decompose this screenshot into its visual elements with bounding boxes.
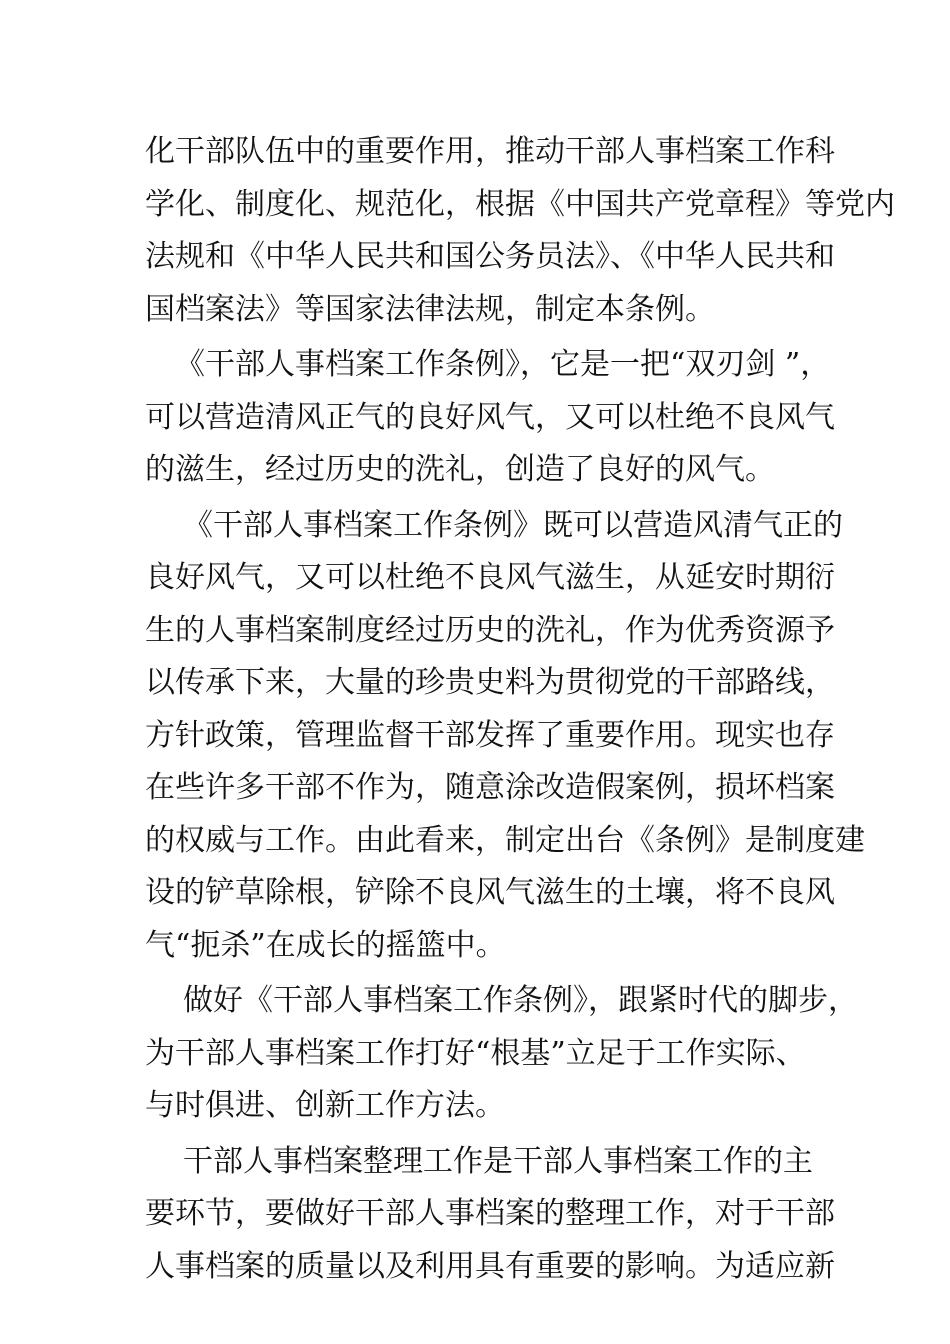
text-line: 要环节，要做好干部人事档案的整理工作，对于干部 (145, 1196, 835, 1231)
text-line: 以传承下来，大量的珍贵史料为贯彻党的干部路线， (145, 665, 835, 700)
text-line: 人事档案的质量以及利用具有重要的影响。为适应新 (145, 1248, 835, 1284)
text-line: 生的人事档案制度经过历史的洗礼，作为优秀资源予 (145, 612, 835, 648)
text-line: 的权威与工作。由此看来，制定出台《条例》是制度建 (145, 822, 865, 858)
text-line: 的滋生，经过历史的洗礼，创造了良好的风气。 (145, 452, 775, 487)
text-line: 法规和《中华人民共和国公务员法》、《中华人民共和 (145, 239, 835, 274)
paragraph-2 (145, 339, 835, 497)
text-line: 可以营造清风正气的良好风气，又可以杜绝不良风气 (145, 399, 835, 435)
paragraph-1 (145, 126, 895, 336)
text-line: 《干部人事档案工作条例》，它是一把“双刃剑 ”， (175, 347, 831, 382)
text-line: 方针政策，管理监督干部发挥了重要作用。现实也存 (145, 717, 835, 753)
document-body (145, 126, 895, 1296)
text-line: 为干部人事档案工作打好“根基”立足于工作实际、 (145, 1035, 806, 1071)
text-line: 化干部队伍中的重要作用，推动干部人事档案工作科 (145, 134, 835, 169)
text-line: 国档案法》等国家法律法规，制定本条例。 (145, 291, 715, 327)
text-line: 在些许多干部不作为，随意涂改造假案例，损坏档案 (145, 770, 835, 805)
paragraph-3 (145, 500, 865, 973)
text-line: 干部人事档案整理工作是干部人事档案工作的主 (183, 1143, 813, 1179)
text-line: 做好《干部人事档案工作条例》，跟紧时代的脚步， (183, 983, 858, 1018)
text-line: 学化、制度化、规范化，根据《中国共产党章程》等党内 (145, 186, 895, 222)
paragraph-5 (145, 1136, 835, 1294)
text-line: 良好风气，又可以杜绝不良风气滋生，从延安时期衍 (145, 560, 835, 595)
paragraph-4 (145, 975, 858, 1133)
text-line: 与时俱进、创新工作方法。 (145, 1088, 505, 1123)
text-line: 《干部人事档案工作条例》既可以营造风清气正的 (183, 507, 843, 543)
text-line: 气“扼杀”在成长的摇篮中。 (145, 927, 506, 963)
text-line: 设的铲草除根，铲除不良风气滋生的土壤，将不良风 (145, 875, 835, 910)
